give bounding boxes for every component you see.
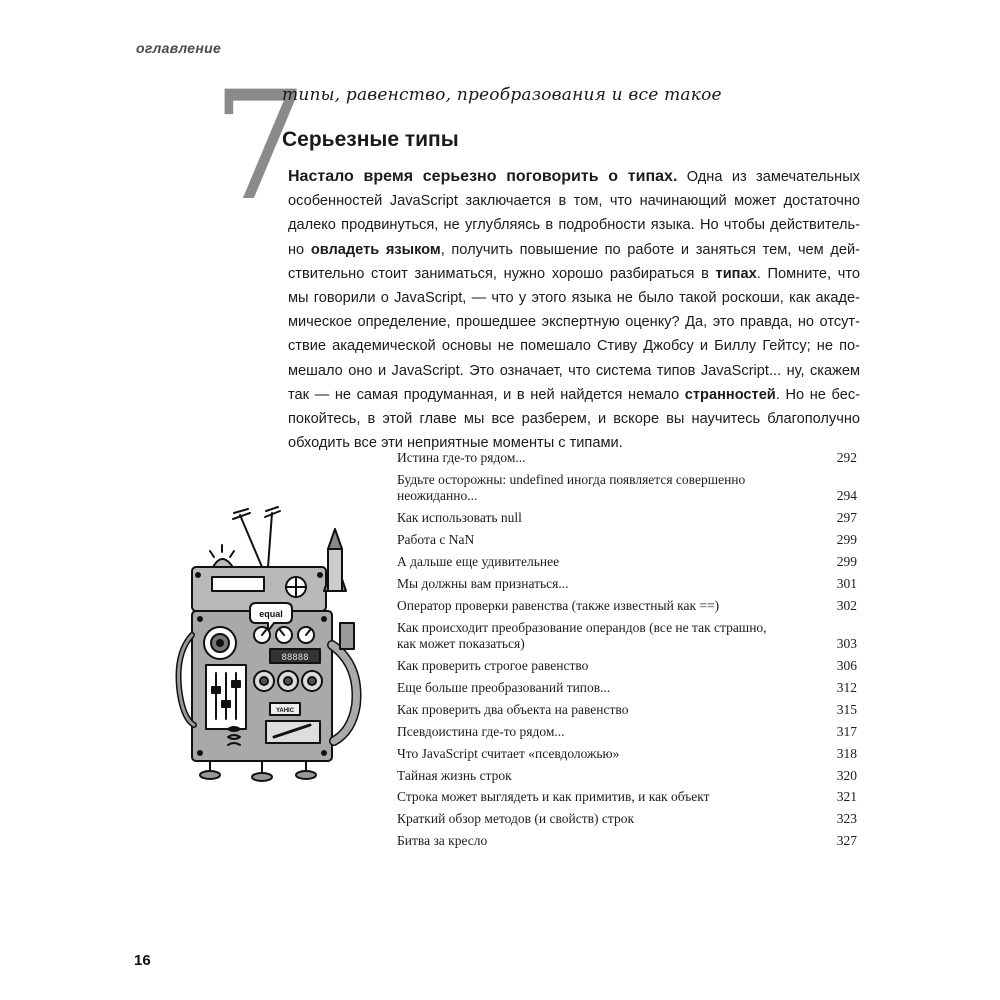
chapter-intro [288,165,860,455]
toc-entry[interactable] [397,598,857,615]
chapter-number: 7 [212,60,308,234]
toc-entry-title: Псевдоистина где-то рядом... [397,723,565,739]
toc-entry[interactable] [397,576,857,593]
toc-entry[interactable] [397,680,857,697]
toc-entry[interactable] [397,768,857,785]
toc-entry-title: Битва за кресло [397,833,488,849]
toc-entry-title: Как проверить два объекта на равенство [397,701,629,717]
toc-entry[interactable] [397,620,857,653]
toc-entry-page: 317 [836,723,857,739]
toc-entry-page: 297 [836,510,857,526]
toc-entry-title: Как проверить строгое равенство [397,658,589,674]
toc-entry[interactable] [397,746,857,763]
toc-entry[interactable] [397,789,857,806]
intro-text-3: . Помните, что мы говорили о JavaScript, — что у этого языка не было такой роскоши, как академическое определение, прошедшее экспертную оценку? Да, это правда, но отсутствие академической основы не помешало Стиву Джобсу и Биллу Гейтсу; не помешало оно и JavaScript. Это означает, что система типов JavaScript... ну, скажем так — не самая продуманная, и в ней найдется немало [288,265,860,403]
robot-display-text: 88888 [281,653,309,663]
toc-entry-title: Мы должны вам признаться... [397,575,569,591]
toc-entry-title: Работа с NaN [397,532,475,548]
robot-equal-label: equal [259,609,283,619]
toc-entry-page: 292 [836,450,857,465]
chapter-title: Серьезные типы [282,128,459,151]
toc-entry-page: 299 [836,532,857,548]
toc-entry-page: 315 [836,701,857,717]
robot-tag-text: YAHIC [275,708,295,714]
toc-entry[interactable] [397,450,857,467]
toc-entry-page: 312 [836,680,857,696]
toc-entry-title: Оператор проверки равенства (также известный как ==) [397,597,720,613]
page-number: 16 [134,952,151,969]
toc-entry-page: 303 [836,636,857,652]
toc-entry[interactable] [397,833,857,850]
toc-entry[interactable] [397,724,857,741]
toc-entry-title: Тайная жизнь строк [397,767,512,783]
toc-entry[interactable] [397,532,857,549]
toc-entry[interactable] [397,811,857,828]
intro-text-1: Одна из замечательных особенностей JavaScript заключается в том, что начинающий может достаточно далеко продвинуться, не углубляясь в подробности языка. Но чтобы действительно [288,169,860,258]
section-label: оглавление [136,40,222,56]
toc-entry-page: 306 [836,658,857,674]
intro-bold-3: странностей [684,386,776,403]
toc-entry[interactable] [397,510,857,527]
toc-entry-page: 320 [836,767,857,783]
intro-bold-1: овладеть языком [310,241,441,258]
toc-entry-title: Истина где-то рядом... [397,450,526,465]
toc-entry-title: А дальше еще удивительнее [397,554,560,570]
table-of-contents [397,450,857,855]
toc-entry[interactable] [397,658,857,675]
toc-entry-page: 318 [836,745,857,761]
toc-entry-page: 321 [836,789,857,805]
chapter-subtitle: типы, равенство, преобразования и все такое [282,85,722,105]
intro-text-4: . Но не беспокойтесь, в этой главе мы все разберем, и вскоре вы научитесь благополучно обходить все эти неприятные моменты с типами. [288,386,860,452]
toc-entry-title: Как происходит преобразование операндов (все не так страшно, как может показаться) [397,619,767,652]
toc-entry-page: 302 [836,597,857,613]
toc-entry-title: Еще больше преобразований типов... [397,680,611,696]
toc-entry-page: 294 [836,488,857,504]
toc-entry-title: Что JavaScript считает «псевдоложью» [397,745,620,761]
intro-text-2: , получить повышение по работе и заняться тем, чем действительно стоит заниматься, нужно хорошо разбираться в [288,241,860,282]
toc-entry[interactable] [397,702,857,719]
toc-entry-title: Будьте осторожны: undefined иногда появляется совершенно неожиданно... [397,471,746,504]
toc-entry[interactable] [397,554,857,571]
toc-entry[interactable] [397,472,857,505]
toc-entry-page: 299 [836,554,857,570]
toc-entry-page: 301 [836,575,857,591]
toc-entry-title: Как использовать null [397,510,522,526]
toc-entry-title: Строка может выглядеть и как примитив, и как объект [397,789,710,805]
toc-entry-page: 323 [836,811,857,827]
toc-entry-title: Краткий обзор методов (и свойств) строк [397,811,635,827]
intro-bold-2: типах [715,265,757,282]
toc-entry-page: 327 [836,833,857,849]
robot-illustration [170,505,370,785]
intro-lead: Настало время серьезно поговорить о типах. [288,168,678,185]
